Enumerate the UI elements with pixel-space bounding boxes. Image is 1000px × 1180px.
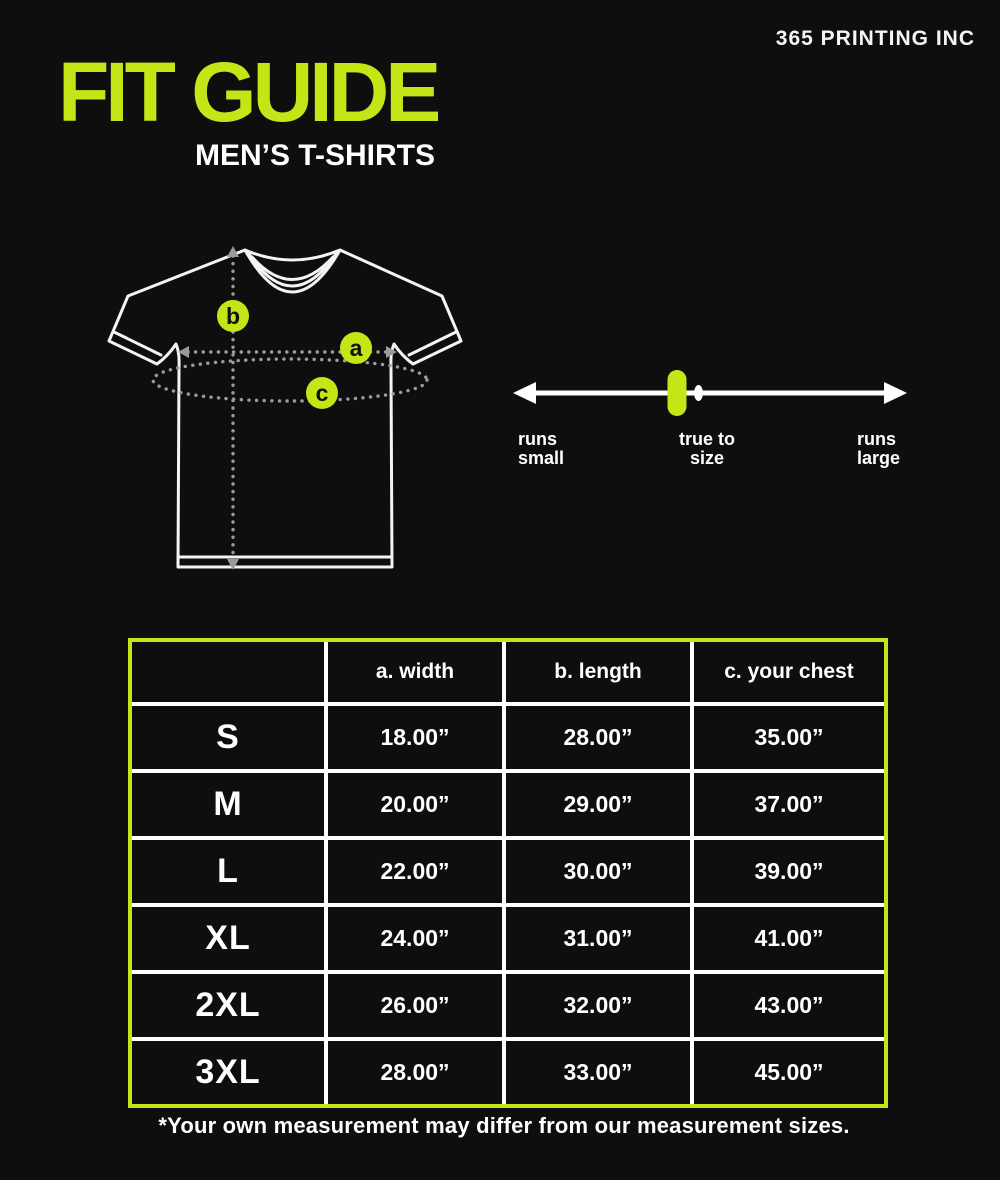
table-cell-chest: 37.00” [694,773,884,836]
table-cell-width: 28.00” [328,1041,502,1104]
tshirt-outline [109,250,461,567]
table-row-size: XL [132,907,324,970]
left-cuff-line [114,332,161,355]
scale-label-line: size [689,448,725,468]
scale-label-line: runs [857,429,897,449]
brand-name: 365 PRINTING INC [775,27,975,50]
table-cell-chest: 35.00” [694,706,884,769]
fit-scale [510,366,910,486]
marker-a-label: a [349,335,363,361]
scale-label-line: small [518,448,565,468]
table-header-length: b. length [506,642,690,702]
scale-arrow-left-icon [513,382,536,404]
table-cell-width: 20.00” [328,773,502,836]
scale-label-runs-large [857,430,900,468]
table-cell-width: 24.00” [328,907,502,970]
table-row-size: M [132,773,324,836]
table-row-size: 3XL [132,1041,324,1104]
page-title: FIT GUIDE [58,45,438,139]
measure-arrowheads [178,246,397,570]
scale-tick-dot [694,385,703,401]
table-cell-length: 31.00” [506,907,690,970]
scale-position-marker [668,370,687,416]
tshirt-diagram-svg [100,240,470,580]
table-cell-chest: 43.00” [694,974,884,1037]
scale-label-line: true to [679,429,735,449]
measure-markers [217,300,372,409]
table-row-size: 2XL [132,974,324,1037]
table-cell-width: 26.00” [328,974,502,1037]
size-table [128,638,888,1108]
table-cell-length: 33.00” [506,1041,690,1104]
scale-label-runs-small [518,430,564,468]
table-cell-length: 32.00” [506,974,690,1037]
right-cuff-line [409,332,456,355]
marker-c-label: c [315,380,329,406]
table-cell-width: 22.00” [328,840,502,903]
page-subtitle: MEN’S T-SHIRTS [194,139,435,172]
table-header-chest: c. your chest [694,642,884,702]
table-cell-length: 29.00” [506,773,690,836]
measurement-disclaimer: *Your own measurement may differ from our measurement sizes. [158,1113,850,1138]
fit-scale-svg [510,366,910,424]
marker-b-label: b [225,303,241,329]
scale-label-line: runs [518,429,558,449]
table-cell-length: 28.00” [506,706,690,769]
scale-arrow-right-icon [884,382,907,404]
table-cell-chest: 41.00” [694,907,884,970]
table-cell-chest: 45.00” [694,1041,884,1104]
table-cell-chest: 39.00” [694,840,884,903]
collar-back-line [245,250,340,260]
table-row-size: L [132,840,324,903]
table-header-blank [132,642,324,702]
table-cell-length: 30.00” [506,840,690,903]
scale-label-true-to-size [679,430,735,468]
measurement-lines [153,256,427,560]
scale-label-line: large [857,448,901,468]
table-cell-width: 18.00” [328,706,502,769]
table-header-width: a. width [328,642,502,702]
tshirt-measurement-diagram [100,240,470,580]
table-row-size: S [132,706,324,769]
chest-measure-ellipse [153,359,427,401]
